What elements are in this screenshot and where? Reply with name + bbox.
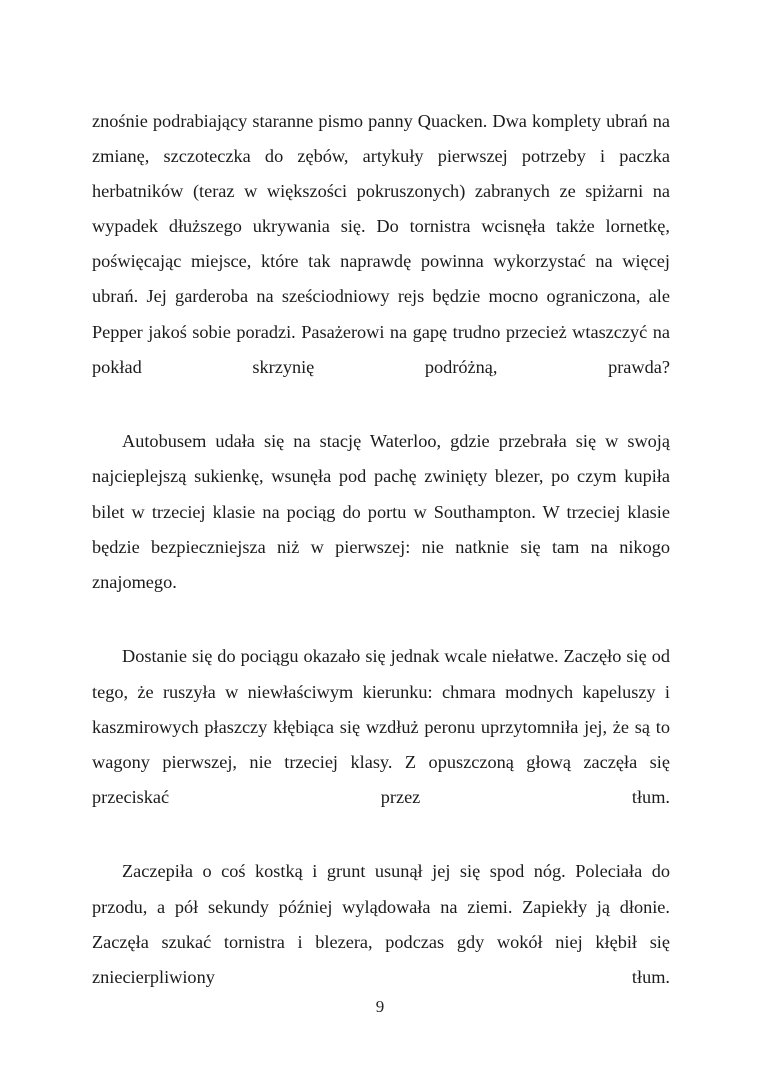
paragraph-1: znośnie podrabiający staranne pismo panny Quacken. Dwa komplety ubrań na zmianę, szczoteczka do zębów, artykuły pierwszej potrzeby i paczka herbatników (teraz w większości pokruszonych) zabranych ze spiżarni na wypadek dłuższego ukrywania się. Do tornistra wcisnęła także lornetkę, poświęcając miejsce, które tak naprawdę powinna wykorzystać na więcej ubrań. Jej garderoba na sześciodniowy rejs będzie mocno ograniczona, ale Pepper jakoś sobie poradzi. Pasażerowi na gapę trudno przecież wtaszczyć na pokład skrzynię podróżną, prawda? xyxy=(92,111,670,377)
page-number: 9 xyxy=(375,997,385,1016)
page-text-block xyxy=(92,104,670,1030)
paragraph-4: Zaczepiła o coś kostką i grunt usunął jej się spod nóg. Poleciała do przodu, a pół sekundy później wylądowała na ziemi. Zapiekły ją dłonie. Zaczęła szukać tornistra i blezera, podczas gdy wokół niej kłębił się zniecierpliwiony tłum. xyxy=(92,861,670,987)
paragraph-3: Dostanie się do pociągu okazało się jednak wcale niełatwe. Zaczęło się od tego, że ruszyła w niewłaściwym kierunku: chmara modnych kapeluszy i kaszmirowych płaszczy kłębiąca się wzdłuż peronu uprzytomniła jej, że są to wagony pierwszej, nie trzeciej klasy. Z opuszczoną głową zaczęła się przeciskać przez tłum. xyxy=(92,646,670,807)
paragraph-2: Autobusem udała się na stację Waterloo, gdzie przebrała się w swoją najcieplejszą sukienkę, wsunęła pod pachę zwinięty blezer, po czym kupiła bilet w trzeciej klasie na pociąg do portu w Southampton. W trzeciej klasie będzie bezpieczniejsza niż w pierwszej: nie natknie się tam na nikogo znajomego. xyxy=(92,431,670,592)
